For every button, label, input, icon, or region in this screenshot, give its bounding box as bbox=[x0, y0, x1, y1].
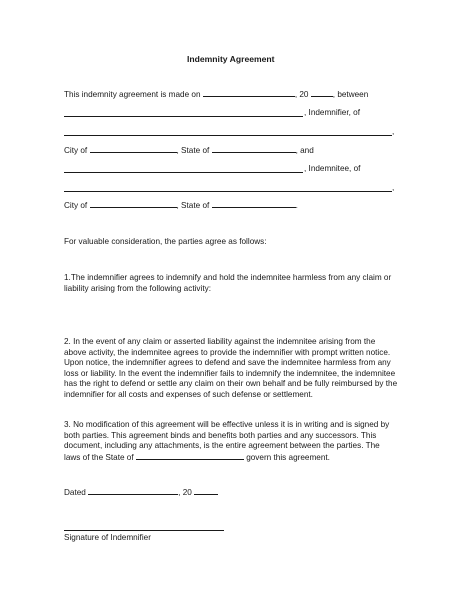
clause-3 bbox=[64, 420, 398, 463]
clause-1: 1.The indemnifier agrees to indemnify and hold the indemnitee harmless from any claim or liability arising from the following activity: bbox=[64, 273, 392, 293]
consideration-text: For valuable consideration, the parties agree as follows: bbox=[64, 237, 267, 246]
document-title: Indemnity Agreement bbox=[187, 54, 275, 64]
intro-text: This indemnity agreement is made on bbox=[64, 90, 201, 99]
state-label-1: , State of bbox=[176, 146, 210, 155]
signature-line[interactable] bbox=[64, 530, 224, 531]
row-end-period: . bbox=[295, 201, 298, 210]
indemnifier-label: , Indemnifier, of bbox=[304, 108, 360, 117]
indemnitee-city-blank[interactable] bbox=[90, 200, 177, 208]
intro-year-prefix: , 20 bbox=[294, 90, 309, 99]
agreement-year-blank[interactable] bbox=[311, 89, 333, 97]
dated-row bbox=[64, 487, 218, 499]
signature-label: Signature of Indemnifier bbox=[64, 533, 151, 542]
indemnifier-city-blank[interactable] bbox=[90, 145, 177, 153]
clause-3-text: 3. No modification of this agreement will be effective unless it is in writing and is signed by both parties. This agreement binds and benefits both parties and any successors. This document, including any attachments, is the entire agreement between the parties. The laws of the State of bbox=[64, 420, 390, 462]
intro-line bbox=[64, 89, 368, 101]
dated-year-blank[interactable] bbox=[194, 487, 218, 495]
state-label-2: , State of bbox=[176, 201, 210, 210]
indemnitee-label: , Indemnitee, of bbox=[304, 164, 361, 173]
indemnitee-address-blank[interactable] bbox=[64, 191, 392, 192]
clause-3-end: govern this agreement. bbox=[246, 452, 330, 462]
indemnitee-state-blank[interactable] bbox=[212, 200, 296, 208]
clause-2: 2. In the event of any claim or asserted liability against the indemnitee arising from the above activity, the indemnitee agrees to provide the indemnifier with prompt written notice. Upon notice, the indemnifier agrees to defend and save the indemnitee harmless from any loss or liability. In the event the indemnifier fails to indemnify the indemnitee, the indemnitee has the right to defend or settle any claim on their own behalf and be fully reimbursed by the indemnifier for all costs and expenses of such defense or settlement. bbox=[64, 337, 398, 399]
city-label-1: City of bbox=[64, 146, 88, 155]
governing-state-blank[interactable] bbox=[136, 452, 244, 460]
intro-between: , between bbox=[332, 90, 369, 99]
dated-label: Dated bbox=[64, 488, 86, 497]
agreement-date-blank[interactable] bbox=[203, 89, 295, 97]
indemnifier-state-blank[interactable] bbox=[212, 145, 296, 153]
indemnitee-city-row bbox=[64, 200, 298, 212]
indemnitee-address-comma: , bbox=[392, 183, 395, 192]
city-label-2: City of bbox=[64, 201, 88, 210]
and-label: , and bbox=[295, 146, 314, 155]
indemnitee-name-blank[interactable] bbox=[64, 172, 303, 173]
indemnifier-name-blank[interactable] bbox=[64, 116, 303, 117]
dated-year-prefix: , 20 bbox=[178, 488, 192, 497]
indemnifier-address-blank[interactable] bbox=[64, 135, 392, 136]
indemnifier-address-comma: , bbox=[392, 127, 395, 136]
indemnifier-city-row bbox=[64, 145, 314, 157]
dated-date-blank[interactable] bbox=[88, 487, 178, 495]
